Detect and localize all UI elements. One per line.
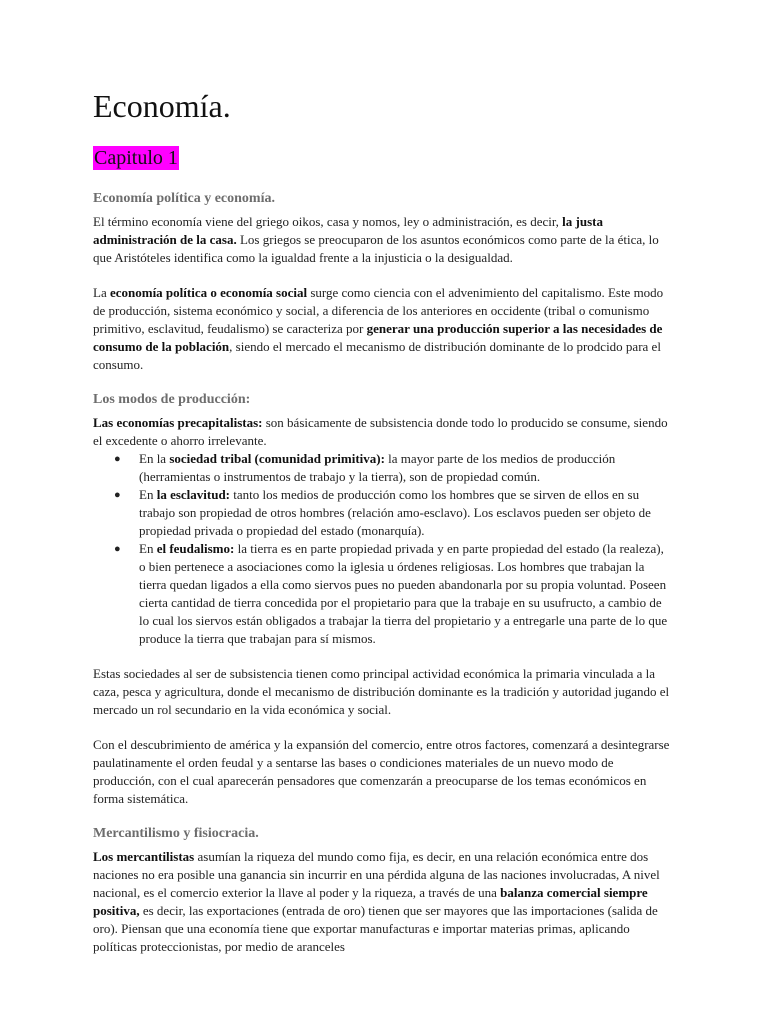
list-item — [93, 450, 673, 486]
bullet-list — [93, 450, 673, 648]
document-body — [93, 86, 673, 956]
chapter-heading: Capitulo 1 — [94, 147, 178, 169]
paragraph-precapitalistas — [93, 414, 673, 450]
bold-run: Los mercantilistas — [93, 849, 195, 864]
text-run: surge como ciencia con el advenimiento del capitalismo. Este modo de producción, sistema económico y social, a diferencia de los anteriores en occidente (tribal o comunismo primitivo, esclavitud, feudalismo) se caracteriza por — [93, 285, 664, 336]
bold-run: sociedad tribal (comunidad primitiva): — [169, 451, 385, 466]
paragraph-economia-politica — [93, 284, 673, 374]
bold-run: la justa administración de la casa. — [93, 214, 603, 247]
paragraph-america: Con el descubrimiento de américa y la expansión del comercio, entre otros factores, comenzará a desintegrarse paulatinamente el orden feudal y a sentarse las bases o condiciones materiales de un nuevo modo de producción, con el cual aparecerán pensadores que comenzarán a preocuparse de los temas económicos en forma sistemática. — [93, 737, 670, 806]
bold-run: balanza comercial siempre positiva, — [93, 885, 648, 918]
section-heading-economia-politica: Economía política y economía. — [93, 191, 275, 206]
paragraph-subsistencia: Estas sociedades al ser de subsistencia tienen como principal actividad económica la primaria vinculada a la caza, pesca y agricultura, donde el mecanismo de distribución dominante es la tradición y autoridad jugando el mercado un rol secundario en la vida económica y social. — [93, 666, 670, 717]
bullet-icon: ● — [114, 453, 121, 465]
bold-run: el feudalismo: — [156, 541, 235, 556]
bold-run: economía política o economía social — [109, 285, 308, 300]
bold-run: generar una producción superior a las necesidades de consumo de la población — [93, 321, 663, 354]
bullet-icon: ● — [114, 543, 121, 555]
text-run: La — [93, 285, 110, 300]
document-title: Economía. — [93, 88, 231, 124]
text-run: En la — [139, 451, 170, 466]
text-run: En — [139, 487, 157, 502]
text-run: la tierra es en parte propiedad privada y en parte propiedad del estado (la realeza), o bien pertenece a asociaciones como la iglesia u órdenes religiosas. Los hombres que trabajan la tierra quedan ligados a ella como siervos pues no pueden abandonarla por su propia voluntad. Poseen cierta cantidad de tierra concedida por el propietario para que la trabaje en su usufructo, a cambio de lo cual los siervos están obligados a trabajar la tierra del propietario y a entregarle una parte de lo que produce la tierra que trabajan para sí mismos. — [139, 541, 668, 646]
bold-run: Las economías precapitalistas: — [93, 415, 263, 430]
text-run: Los griegos se preocuparon de los asuntos económicos como parte de la ética, lo que Aristóteles identifica como la igualdad frente a la injusticia o la desigualdad. — [93, 232, 659, 265]
list-item — [93, 486, 673, 540]
text-run: tanto los medios de producción como los hombres que se sirven de ellos en su trabajo son propiedad de otros hombres (relación amo-esclavo). Los esclavos pueden ser objeto de propiedad privada o propiedad del estado (monarquía). — [139, 487, 651, 538]
text-run: , siendo el mercado el mecanismo de distribución dominante de lo prodcido para el consumo. — [93, 339, 661, 372]
chapter-heading-wrap — [93, 146, 673, 170]
paragraph-mercantilistas — [93, 848, 673, 956]
text-run: es decir, las exportaciones (entrada de oro) tienen que ser mayores que las importaciones (salida de oro). Piensan que una economía tiene que exportar manufacturas e importar materias primas, aplicando políticas proteccionistas, por medio de aranceles — [93, 903, 658, 954]
bold-run: la esclavitud: — [156, 487, 231, 502]
section-heading-mercantilismo: Mercantilismo y fisiocracia. — [93, 826, 259, 841]
paragraph-etimologia — [93, 213, 673, 267]
bullet-icon: ● — [114, 489, 121, 501]
section-heading-modos-produccion: Los modos de producción: — [93, 392, 251, 407]
text-run: son básicamente de subsistencia donde todo lo producido se consume, siendo el excedente o ahorro irrelevante. — [93, 415, 668, 448]
text-run: En — [139, 541, 157, 556]
list-item — [93, 540, 673, 648]
text-run: la mayor parte de los medios de producción (herramientas o instrumentos de trabajo y la tierra), son de propiedad común. — [139, 451, 616, 484]
text-run: El término economía viene del griego oikos, casa y nomos, ley o administración, es decir, — [93, 214, 563, 229]
text-run: asumían la riqueza del mundo como fija, es decir, en una relación económica entre dos naciones no era posible una ganancia sin incurrir en una pérdida alguna de las naciones involucradas, A nivel nacional, es el comercio exterior la llave al poder y la riqueza, a través de una — [93, 849, 660, 900]
